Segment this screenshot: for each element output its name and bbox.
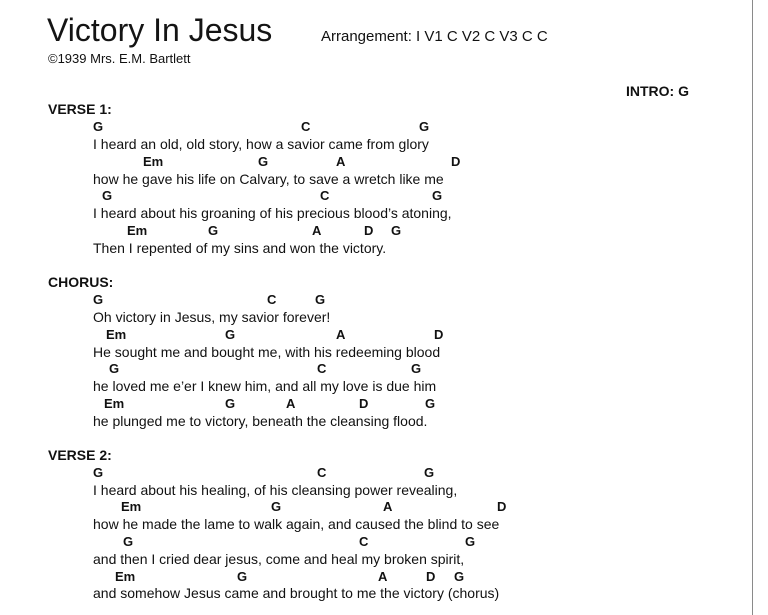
- intro-chord: INTRO: G: [626, 83, 689, 99]
- lyric-line: and somehow Jesus came and brought to me the victory (chorus): [93, 585, 500, 601]
- lyric-line: he plunged me to victory, beneath the cleansing flood.: [93, 413, 428, 429]
- chord: G: [102, 188, 113, 203]
- chord: G: [454, 569, 465, 584]
- chord: G: [225, 327, 236, 342]
- chord: C: [267, 292, 277, 307]
- lyric-line: how he made the lame to walk again, and caused the blind to see: [93, 516, 500, 532]
- chord: G: [411, 361, 422, 376]
- page-edge: [752, 0, 768, 615]
- chord: G: [237, 569, 248, 584]
- chord: A: [336, 327, 346, 342]
- chord: G: [225, 396, 236, 411]
- chord: G: [432, 188, 443, 203]
- arrangement-text: Arrangement: I V1 C V2 C V3 C C: [321, 28, 548, 45]
- chord: G: [93, 119, 104, 134]
- song-title: Victory In Jesus: [47, 12, 273, 48]
- lyric-line: how he gave his life on Calvary, to save a wretch like me: [93, 171, 444, 187]
- chord: G: [425, 396, 436, 411]
- chord: C: [320, 188, 330, 203]
- chord: D: [426, 569, 436, 584]
- chord: G: [424, 465, 435, 480]
- chord: G: [465, 534, 476, 549]
- lyric-line: Oh victory in Jesus, my savior forever!: [93, 309, 331, 325]
- chord: G: [208, 223, 219, 238]
- chord: A: [383, 499, 393, 514]
- chord: G: [123, 534, 134, 549]
- chord: Em: [106, 327, 127, 342]
- chord: A: [286, 396, 296, 411]
- chord: A: [336, 154, 346, 169]
- chord: D: [359, 396, 369, 411]
- chord: C: [317, 361, 327, 376]
- chord: A: [378, 569, 388, 584]
- lyric-line: Then I repented of my sins and won the victory.: [93, 240, 387, 256]
- chord: G: [93, 465, 104, 480]
- copyright-text: ©1939 Mrs. E.M. Bartlett: [48, 51, 191, 66]
- section-label-verse-1: VERSE 1:: [48, 101, 112, 117]
- chord: Em: [104, 396, 125, 411]
- chord: A: [312, 223, 322, 238]
- section-label-chorus: CHORUS:: [48, 274, 114, 290]
- chord: D: [451, 154, 461, 169]
- chord: G: [258, 154, 269, 169]
- chord: Em: [127, 223, 148, 238]
- lyric-line: I heard an old, old story, how a savior came from glory: [93, 136, 429, 152]
- chord: G: [391, 223, 402, 238]
- chord: Em: [121, 499, 142, 514]
- section-label-verse-2: VERSE 2:: [48, 447, 112, 463]
- lyric-line: he loved me e’er I knew him, and all my love is due him: [93, 378, 437, 394]
- chord: G: [109, 361, 120, 376]
- chord: Em: [115, 569, 136, 584]
- chord: D: [364, 223, 374, 238]
- chord: C: [301, 119, 311, 134]
- chord: G: [419, 119, 430, 134]
- lyric-line: He sought me and bought me, with his redeeming blood: [93, 344, 441, 360]
- chord: Em: [143, 154, 164, 169]
- chord: C: [317, 465, 327, 480]
- lyric-line: I heard about his healing, of his cleansing power revealing,: [93, 482, 458, 498]
- chord: G: [93, 292, 104, 307]
- chord: G: [315, 292, 326, 307]
- chord: C: [359, 534, 369, 549]
- chord: D: [497, 499, 507, 514]
- chord: G: [271, 499, 282, 514]
- lyric-line: I heard about his groaning of his precious blood’s atoning,: [93, 205, 452, 221]
- lyric-line: and then I cried dear jesus, come and heal my broken spirit,: [93, 551, 465, 567]
- chord: D: [434, 327, 444, 342]
